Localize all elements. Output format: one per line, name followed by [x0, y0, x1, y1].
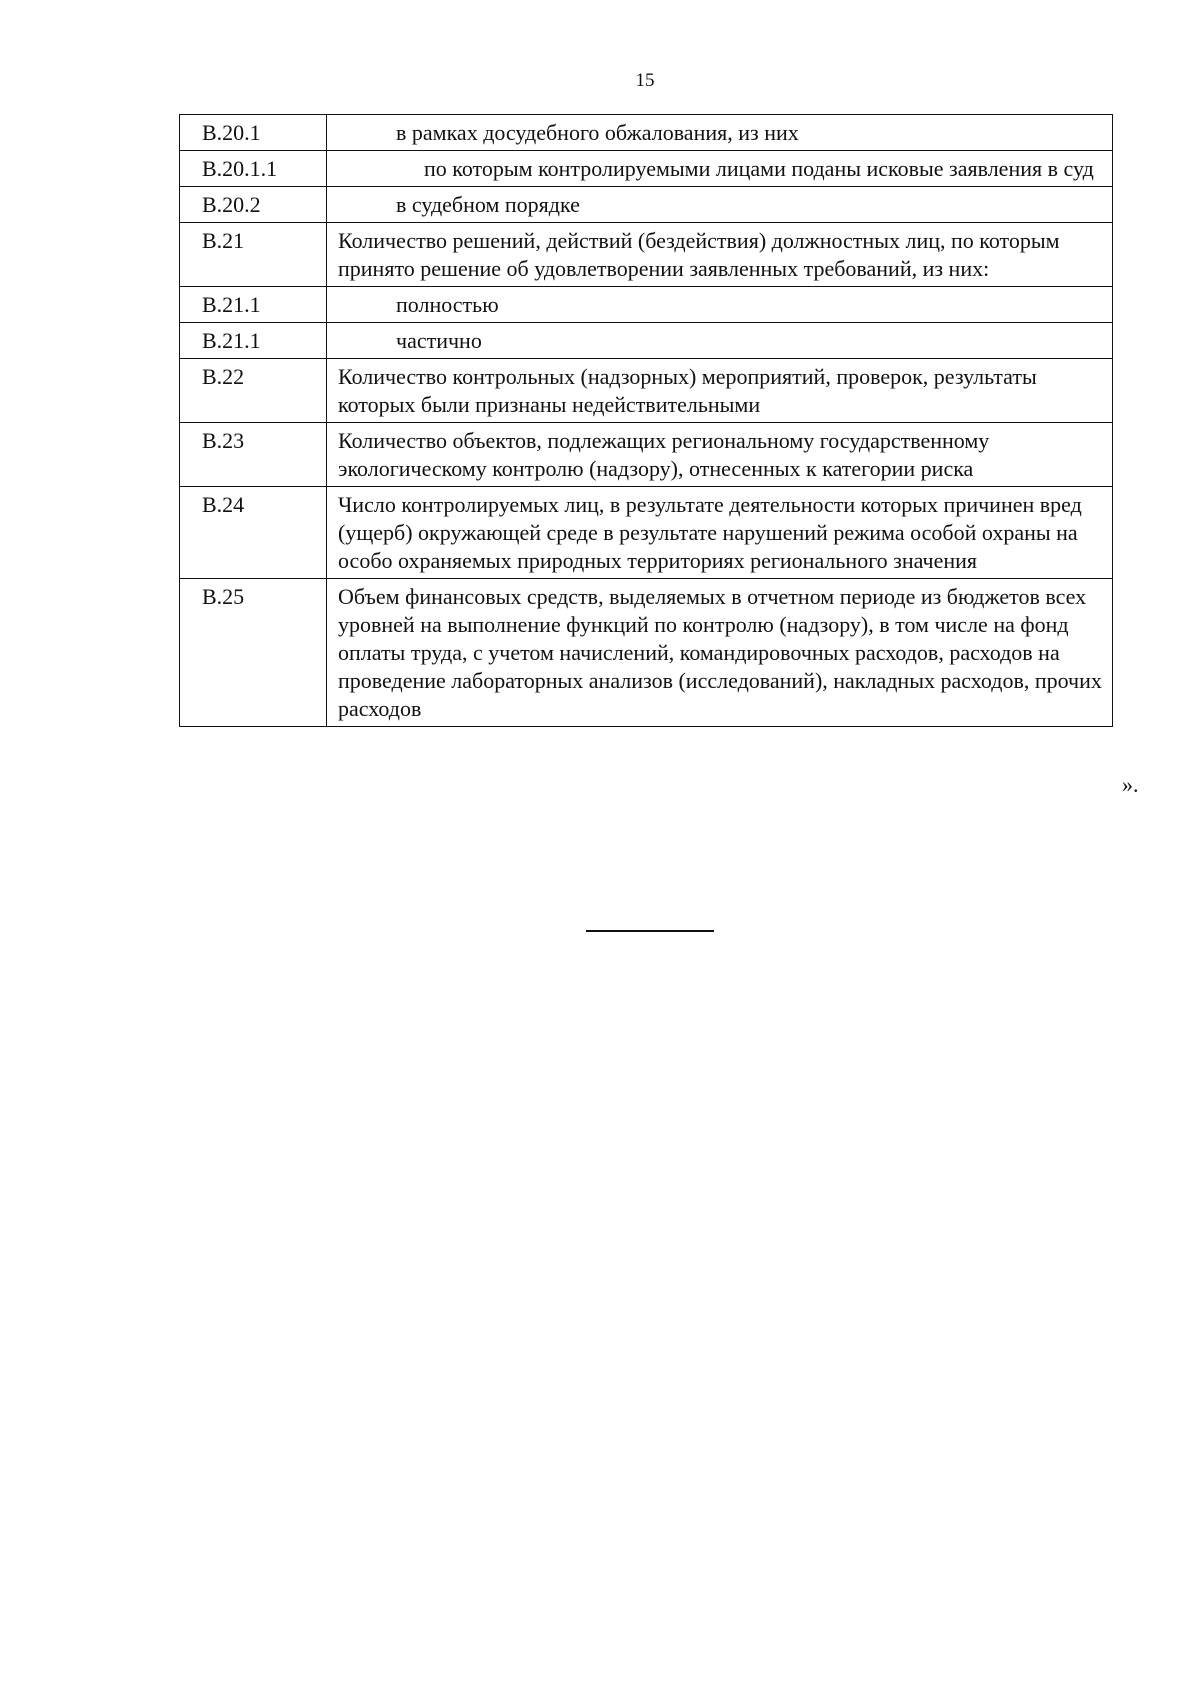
table-row — [180, 151, 1113, 187]
indicator-table — [179, 114, 1113, 727]
row-description: в рамках досудебного обжалования, из них — [396, 120, 799, 145]
page-number: 15 — [635, 70, 655, 91]
row-code: В.20.1 — [180, 115, 327, 151]
row-description: Количество контрольных (надзорных) мероприятий, проверок, результаты которых были признаны недействительными — [338, 364, 1037, 417]
end-separator-line — [586, 930, 714, 932]
row-code: В.22 — [180, 359, 327, 423]
row-code: В.23 — [180, 423, 327, 487]
row-description: по которым контролируемыми лицами поданы исковые заявления в суд — [424, 156, 1094, 181]
table-row — [180, 359, 1113, 423]
table-row — [180, 487, 1113, 579]
table-row — [180, 187, 1113, 223]
table-row — [180, 223, 1113, 287]
table-row — [180, 323, 1113, 359]
table-row — [180, 423, 1113, 487]
row-code: В.24 — [180, 487, 327, 579]
row-code: В.21.1 — [180, 323, 327, 359]
row-description: Количество решений, действий (бездействия) должностных лиц, по которым принято решение об удовлетворении заявленных требований, из них: — [338, 228, 1060, 281]
row-code: В.25 — [180, 579, 327, 727]
row-description: Объем финансовых средств, выделяемых в отчетном периоде из бюджетов всех уровней на выполнение функций по контролю (надзору), в том числе на фонд оплаты труда, с учетом начислений, командировочных расходов, расходов на проведение лабораторных анализов (исследований), накладных расходов, прочих расходов — [338, 584, 1102, 721]
row-code: В.20.2 — [180, 187, 327, 223]
row-code: В.21.1 — [180, 287, 327, 323]
row-description: Количество объектов, подлежащих региональному государственному экологическому контролю (надзору), отнесенных к категории риска — [338, 428, 990, 481]
table-row — [180, 579, 1113, 727]
closing-quote: ». — [1122, 772, 1139, 797]
row-description: Число контролируемых лиц, в результате деятельности которых причинен вред (ущерб) окружающей среде в результате нарушений режима особой охраны на особо охраняемых природных территориях регионального значения — [338, 492, 1082, 573]
row-description: в судебном порядке — [396, 192, 580, 217]
table-row — [180, 115, 1113, 151]
table-row — [180, 287, 1113, 323]
row-code: В.21 — [180, 223, 327, 287]
row-description: полностью — [396, 292, 499, 317]
row-description: частично — [396, 328, 482, 353]
row-code: В.20.1.1 — [180, 151, 327, 187]
